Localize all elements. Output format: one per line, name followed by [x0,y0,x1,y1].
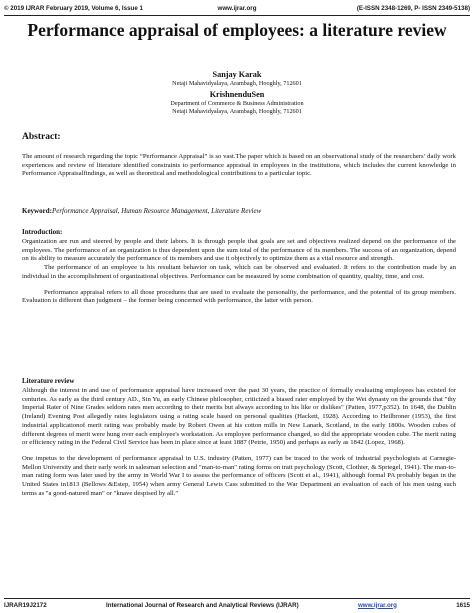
author-affiliation-1: Netaji Mahavidyalaya, Arambagh, Hooghly, 712601 [172,80,302,87]
literature-review-paragraph-2: One impetus to the development of performance appraisal in U.S. industry (Patten, 1977) can be traced to the work of industrial psychologists at Carnegie-Mellon University and their early work in salesman selection and "man-to-man" rating forms on trait psychology (Scott, Clothier, & Spriegel, 1941). The man-to-man rating form was later used by the army in World War I to assess the performance of officers (Scott et al., 1941), although formal PA probably began in the United States in1813 (Bellows &Estep, 1954) when army General Lewis Cass submitted to the War Department an evaluation of each of his men using such terms as "a good-natured man" or "knave despised by all." [22,454,456,497]
literature-review-paragraph-1: Although the interest in and use of performance appraisal have increased over the past 30 years, the practice of formally evaluating employees has existed for centuries. As early as the third century AD., Sin Yu, an early Chinese philosopher, criticized a biased rater employed by the Wei dynasty on the grounds that "thy Imperial Rater of Nine Grades seldom rates men according to their merits but always according to his like or dislikes" (Patten, 1977,p352). In 1648, the Dublin (Ireland) Evening Post allegedly rates legislators using a rating scale based on personal qualities (Hackett, 1928). According to Heilbroner (1953), the first industrial applicationof merit rating was probably made by Robert Owen at his cotton mills in New Lanark, Scotland, in the early 1800s. Wooden cubes of different degrees of merit were hung over each employee's workstation. As employee performance changed, so did the appropriate wooden cube. The merit rating or efficiency rating in the Federal Civil Service has been in place since at least 1887 (Petrie, 1950) and perhaps as early as 1842 (Lopez, 1968). [22,387,456,447]
footer-paper-id: IJRAR19J2172 [4,601,47,609]
footer-page-number: 1615 [456,601,470,609]
header-rule [4,15,470,16]
literature-review-heading: Literature review [22,377,75,385]
header-journal-info: © 2019 IJRAR February 2019, Volume 6, Issue 1 [4,5,143,12]
footer-website-link[interactable]: www.ijrar.org [357,601,397,609]
introduction-paragraph-1: Organization are run and steered by people and their labors. It is through people that goals are set and objectives realized depend on the performance of the employees. The performance of an organization is thus dependent upon the sum total of the performance of its members. The success of an organization, depend on its ability to measure accurately the performance of its members and use it objectively to optimize them as a vital resource and strength. [22,238,456,263]
author-affiliation-2: Netaji Mahavidyalaya, Arambagh, Hooghly, 712601 [172,108,302,115]
running-footer [4,599,470,611]
introduction-body [22,238,456,306]
paper-title: Performance appraisal of employees: a literature review [27,20,447,40]
footer-journal-name: International Journal of Research and Analytical Reviews (IJRAR) [105,601,299,609]
header-issn: (E-ISSN 2348-1269, P- ISSN 2349-5138) [356,5,470,12]
keywords-text: Performance Appraisal, Human Resource Management, Literature Review [51,207,262,215]
keywords-line [22,207,456,216]
author-name-2: KrishnenduSen [209,89,265,99]
introduction-paragraph-3: Performance appraisal refers to all those procedures that are used to evaluate the personality, the performance, and the potential of its group members. Evaluation is different than judgment – the former being concerned with performance, the latter with person. [22,288,456,305]
running-header [4,2,470,15]
introduction-paragraph-2: The performance of an employee is his resultant behavior on task, which can be observed and evaluated. It refers to the contribution made by an individual in the accomplishment of organizational objectives. Performance can be measured by some combination of quantity, quality, time, and cost. [22,264,456,280]
abstract-heading: Abstract: [22,132,61,142]
author-name-1: Sanjay Karak [212,70,262,79]
literature-review-body [22,387,456,498]
introduction-heading: Introduction: [22,228,63,236]
author-department-2: Department of Commerce & Business Administration [170,99,304,107]
abstract-paragraph: The amount of research regarding the topic “Performance Appraisal” is so vast.The paper which is based on an observational study of the researchers’ daily work experiences and review of literature identified constraints to performance appraisal in employees in the institutions, which includes the current knowledge in Performance Appraisalfindings, as well as theoretical and methodological contributions to a particular topic. [22,153,456,178]
abstract-text [22,153,456,179]
keywords-label: Keyword: [22,207,52,215]
author-block [10,69,464,117]
header-website: www.ijrar.org [217,5,257,12]
